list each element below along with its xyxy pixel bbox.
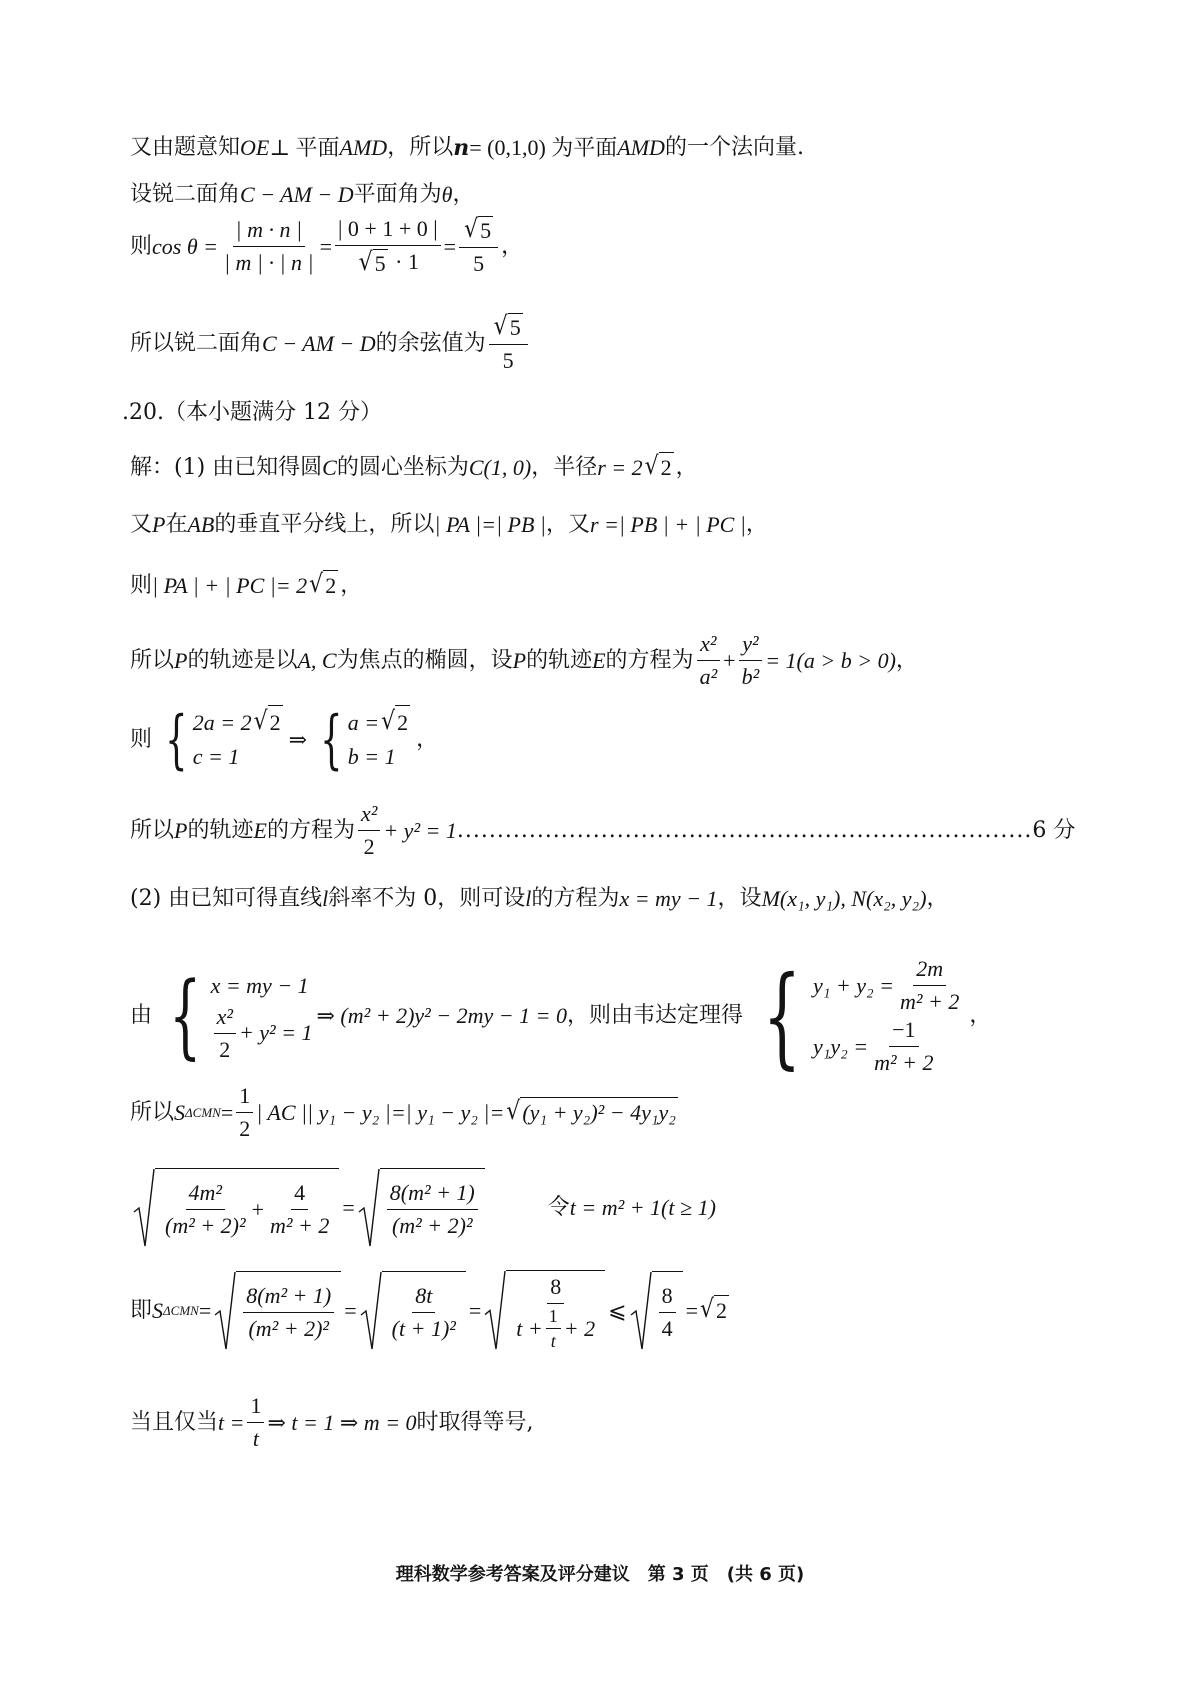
text: 平面角为 [353,182,442,207]
math: | AC || y₁ − y₂ |=| y₁ − y₂ |= [256,1099,505,1125]
radicand: 2 [268,705,283,740]
text: 在 [165,512,188,537]
math: r = 2 [597,454,643,480]
numerator [489,312,528,345]
sqrt [360,1271,466,1351]
radical-sign [360,1271,382,1351]
text: 则 [130,726,153,752]
numerator: 4 [291,1179,308,1210]
sqrt: √ 2 [309,570,338,601]
numerator: | m · n | [233,216,305,247]
fraction [459,215,498,278]
sqrt [484,1270,605,1351]
math: b = 1 [347,744,396,769]
text: ， [501,233,524,259]
numerator: −1 [889,1016,918,1047]
fraction [221,216,317,277]
math-vector: n [453,135,470,161]
text: 的余弦值为 [375,330,486,356]
denominator: 2 [239,1116,251,1141]
equation-system: { 2a = 2 √ 2 c = 1 [165,702,281,777]
numerator: x² [214,1003,236,1034]
operator: = [342,1195,355,1220]
operator: = [220,1099,234,1125]
text: (2) 由已知可得直线 [130,886,323,911]
radicand: 2 [659,452,674,483]
text: ， [895,647,918,673]
line-ellipse-params [130,702,439,777]
text: 又 [130,512,153,537]
radicand: 2 [714,1295,729,1326]
text: 设锐二面角 [130,182,241,207]
math: ⇒ (m² + 2)y² − 2my − 1 = 0 [316,1003,567,1028]
math: t = m² + 1(t ≥ 1) [569,1195,716,1220]
math: l [322,886,329,911]
numerator: 8 [547,1273,564,1304]
denominator: (t + 1)² [391,1315,456,1341]
math: AMD [339,135,388,160]
fraction [358,800,380,861]
text: ⊥ 平面 [269,135,340,160]
math: | PA | + | PC |= 2 [152,572,308,598]
numerator: 8t [412,1282,435,1313]
sqrt [133,1168,339,1248]
score: 6 分 [1032,817,1076,843]
fraction [546,1306,561,1351]
fraction [697,630,721,691]
denominator [354,246,422,278]
denominator: m² + 2 [900,989,960,1014]
text: 所以 [130,647,175,673]
fraction [739,630,763,691]
page-footer: 理科数学参考答案及评分建议 第 3 页 (共 6 页) [395,1564,805,1585]
radical-sign [214,1271,236,1351]
math: ⇒ t = 1 ⇒ m = 0 [267,1409,417,1435]
denominator: 2 [363,834,375,859]
numerator: 1 [546,1306,561,1329]
numerator: 8(m² + 1) [387,1179,478,1210]
text: ，设 [717,886,762,911]
sqrt: √ 2 [254,705,283,740]
text: 又由题意知 [130,135,241,160]
numerator [459,215,498,248]
text: = (0,1,0) 为平面 [469,135,618,160]
radicand: 5 [509,315,521,340]
numerator: 1 [236,1082,253,1113]
line-normal-vector [130,133,804,163]
operator: = [468,1297,482,1323]
math: + 2 [563,1315,596,1341]
sqrt: √ 5 [358,247,386,277]
denominator [513,1304,598,1351]
math: C(1, 0) [468,454,532,480]
line-ellipse-equation [130,800,1075,861]
denominator: (m² + 2)² [248,1315,330,1341]
equation-system: { x = my − 1 $\frac{\text{x²}}{2}$ + y² = 1 [169,962,313,1069]
question-20-heading [122,398,382,428]
text: · 1 [389,249,419,274]
text: 的方程为 [266,817,355,843]
math: l [525,886,532,911]
operator: = [198,1297,212,1323]
text: ，则由韦达定理得 [566,1003,743,1028]
math: OE [240,135,270,160]
sqrt: √ 5 [464,214,492,244]
math: c = 1 [192,744,240,769]
denominator: t [550,1331,556,1351]
line-cos-result [130,312,531,375]
text: 所以锐二面角 [130,330,263,356]
text: .20.（本小题满分 12 分） [122,400,382,425]
operator: + [723,647,736,673]
math: cos θ = [152,233,218,259]
math: θ [441,182,453,207]
numerator: 2m [913,955,946,986]
math: + y² = 1 [238,1020,313,1045]
numerator: 4m² [186,1179,225,1210]
fraction [162,1179,249,1240]
denominator: t [252,1426,260,1451]
numerator: x² [358,800,380,831]
text: ， [452,182,475,207]
line-circle-center [130,452,698,483]
numerator: 8(m² + 1) [243,1282,334,1313]
math: t + [516,1315,543,1341]
text: 即 [130,1297,153,1323]
numerator: x² [697,630,719,661]
sqrt: √ 2 [700,1295,729,1326]
operator: = [685,1297,698,1323]
text: 的轨迹 [526,647,593,673]
math: y₁y₂ = [812,1033,869,1059]
math: 2a = 2 [192,709,252,735]
equation-system: { a = √ 2 b = 1 [320,702,409,777]
operator: = [344,1297,357,1323]
denominator: a² [699,664,718,689]
operator: + [251,1196,264,1222]
math: P [152,512,166,537]
radicand: (y₁ + y₂)² − 4y₁y₂ [520,1097,678,1128]
line-cos-theta: 则 cos θ = $\frac{| m \cdot n |}{| m | \cdot | n |}$ = | 0 + 1 + 0 | √ 5 · 1 = √ 5 5 ， [130,214,524,277]
math: S [174,1099,186,1125]
fraction [236,1082,253,1143]
text: 的圆心坐标为 [336,454,469,480]
math: C − AM − D [262,330,376,356]
math: | PA |=| PB | [434,512,546,537]
text: ，又 [545,512,590,537]
text: 的方程为 [531,886,620,911]
radicand: 2 [323,570,338,601]
text: ，半径 [531,454,598,480]
math: y₁ + y₂ = [812,972,895,998]
sqrt: √ 5 [493,311,521,341]
text: 的方程为 [605,647,694,673]
text: 则 [130,233,153,259]
fraction [247,1392,264,1453]
denominator: b² [741,664,760,689]
radicand: 5 [374,251,386,276]
text: 的垂直平分线上，所以 [214,512,435,537]
fraction [389,1282,459,1343]
line-equality-condition [130,1392,534,1453]
math: AB [187,512,215,537]
numerator: | 0 + 1 + 0 | [335,215,441,246]
math: = 1(a > b > 0) [765,647,896,673]
line-dihedral-angle [130,180,474,210]
text: 斜率不为 0，则可设 [328,886,526,911]
leader-dots: ........................................................................ [456,817,1033,843]
fraction [267,1179,332,1240]
fraction [335,215,441,278]
sqrt [630,1271,683,1351]
text: 解：(1) 由已知得圆 [130,454,323,480]
denominator: 2 [219,1036,231,1062]
denominator: 5 [502,348,514,373]
denominator: | m | · | n | [224,250,314,275]
denominator: 4 [661,1315,673,1341]
text: ， [675,454,698,480]
text: ， [926,886,949,911]
text: ， [340,572,363,598]
radical-sign [630,1271,652,1351]
math: E [592,647,606,673]
text: 时取得等号, [416,1409,534,1435]
text: 所以 [130,817,175,843]
sqrt [214,1271,341,1351]
text: 的轨迹 [187,817,254,843]
text: 为焦点的椭圆，设 [336,647,513,673]
math: C − AM − D [240,182,354,207]
denominator: (m² + 2)² [391,1213,473,1238]
text: 所以 [130,1099,175,1125]
math: S [152,1297,164,1323]
line-vieta [130,952,992,1080]
numerator: 8 [659,1282,676,1313]
text: 当且仅当 [130,1409,219,1435]
denominator: (m² + 2)² [165,1213,246,1238]
math: P [174,817,188,843]
text: ， [745,512,768,537]
text: ， [969,1003,992,1028]
radicand: 2 [395,705,410,740]
math: x = my − 1 [210,972,309,998]
line-ellipse-setup [130,630,918,691]
radical-sign [133,1168,155,1248]
sqrt: √ (y₁ + y₂)² − 4y₁y₂ [506,1097,678,1128]
sqrt: √ 2 [381,705,410,740]
line-perpendicular-bisector [130,510,768,540]
fraction [387,1179,478,1240]
operator: ⩽ [608,1297,627,1323]
math: E [253,817,267,843]
line-area-bound: 即 S ΔCMN = $\frac{\text{8(m² + 1)}}{\text{(m² + 2)²}}$ = $\frac{8t}{\text{(t + 1)²}}$ = 8 t + $\frac{1}{t}$ + 2 ⩽ $\frac{8}{4}$ = √ 2 [130,1270,731,1351]
math: t = [218,1409,245,1435]
implies: ⇒ [288,726,308,752]
math: r =| PB | + | PC | [589,512,746,537]
fraction [871,1016,936,1077]
equation-system: { y₁ + y₂ = $\frac{2m}{\text{m² + 2}}$ y₁y₂ = $\frac{-1}{\text{m² + 2}}$ [747,955,965,1077]
text: 的一个法向量. [664,135,804,160]
math: P [512,647,527,673]
math: M(x₁, y₁), N(x₂, y₂) [761,886,927,911]
line-part2-setup [130,884,949,914]
fraction [214,1003,236,1064]
numerator: y² [739,630,761,661]
math: x = my − 1 [619,886,718,911]
math: + y² = 1 [383,817,457,843]
fraction [513,1273,598,1351]
math: A, C [297,647,337,673]
denominator: m² + 2 [874,1050,934,1075]
fraction [243,1282,334,1343]
text: 则 [130,572,153,598]
fraction [897,955,962,1016]
denominator: 5 [473,251,485,276]
text: ， [416,726,439,752]
radical-sign [358,1168,380,1248]
line-area-simplify [130,1168,716,1248]
numerator: 1 [247,1392,264,1423]
text: 令 [547,1195,570,1220]
radical-sign [484,1270,506,1351]
text: ，所以 [387,135,454,160]
sqrt [358,1168,485,1248]
math: C [322,454,337,480]
line-area-formula: 所以 S ΔCMN = $\frac{1}{2}$ | AC || y₁ − y₂ |=| y₁ − y₂ |= √ (y₁ + y₂)² − 4y₁y₂ [130,1083,676,1141]
math: AMD [617,135,665,160]
denominator: m² + 2 [270,1213,330,1238]
math: P [174,647,188,673]
radicand: 5 [480,218,492,243]
line-sum-distances [130,570,362,601]
text: 的轨迹是以 [187,647,298,673]
fraction [659,1282,676,1343]
fraction [489,312,528,375]
text: 由 [130,1003,153,1028]
math: a = [347,709,380,735]
sqrt: √ 2 [645,452,674,483]
